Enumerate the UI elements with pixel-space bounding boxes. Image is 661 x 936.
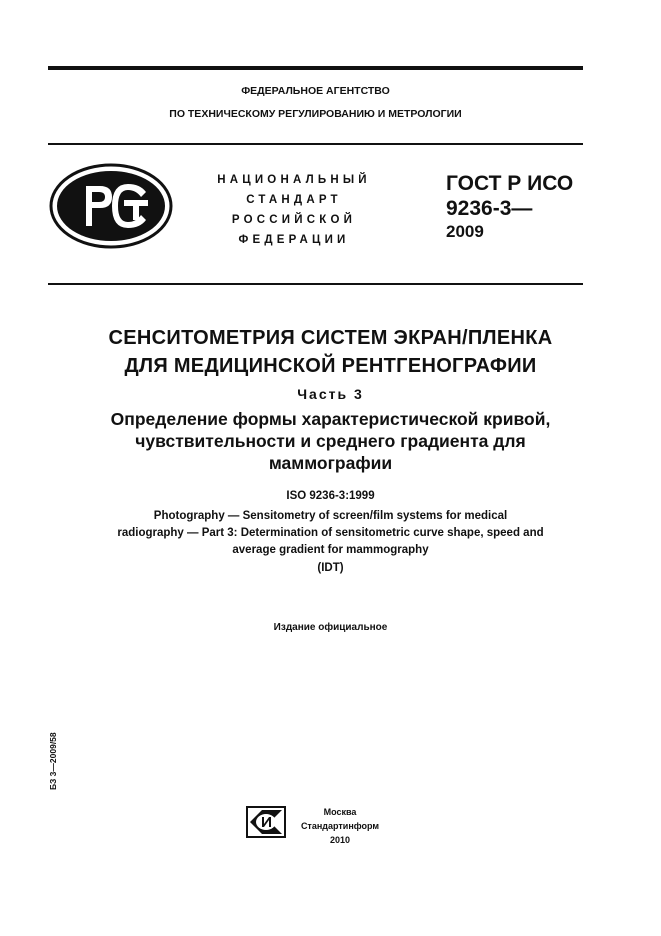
standartinform-logo-icon: [246, 806, 286, 838]
publisher-name: Стандартинформ: [300, 821, 380, 831]
header-rule: [48, 143, 583, 145]
top-rule: [48, 66, 583, 70]
subtitle-line-1: Определение формы характеристической кривой,: [110, 409, 551, 429]
gost-designation-line-2: 9236-3—: [446, 197, 533, 220]
publisher-year: 2010: [329, 835, 351, 845]
national-standard-line-1: НАЦИОНАЛЬНЫЙ: [217, 174, 371, 186]
rst-logo-icon: [48, 162, 174, 250]
agency-line-1: ФЕДЕРАЛЬНОЕ АГЕНТСТВО: [241, 85, 390, 97]
iso-title-line-2: radiography — Part 3: Determination of sensitometric curve shape, speed and: [117, 527, 544, 539]
iso-title-line-3: average gradient for mammography: [232, 544, 429, 556]
official-edition: Издание официальное: [273, 622, 388, 633]
national-standard-line-3: РОССИЙСКОЙ: [231, 214, 357, 226]
gost-year: 2009: [446, 222, 484, 241]
iso-idt: (IDT): [317, 562, 344, 574]
iso-title-line-1: Photography — Sensitometry of screen/film systems for medical: [153, 510, 508, 522]
subtitle-line-3: маммографии: [268, 453, 393, 473]
agency-line-2: ПО ТЕХНИЧЕСКОМУ РЕГУЛИРОВАНИЮ И МЕТРОЛОГИИ: [169, 108, 462, 120]
publisher-city: Москва: [323, 807, 357, 817]
main-title-line-2: ДЛЯ МЕДИЦИНСКОЙ РЕНТГЕНОГРАФИИ: [124, 355, 537, 377]
block-rule: [48, 283, 583, 285]
national-standard-line-4: ФЕДЕРАЦИИ: [238, 234, 350, 246]
part-label: Часть 3: [297, 386, 364, 402]
subtitle-line-2: чувствительности и среднего градиента для: [135, 431, 526, 451]
main-title-line-1: СЕНСИТОМЕТРИЯ СИСТЕМ ЭКРАН/ПЛЕНКА: [108, 327, 553, 349]
national-standard-line-2: СТАНДАРТ: [246, 194, 342, 206]
side-code: БЗ 3—2009/58: [48, 732, 58, 790]
iso-reference: ISO 9236-3:1999: [286, 490, 375, 502]
gost-designation-line-1: ГОСТ Р ИСО: [446, 172, 574, 195]
